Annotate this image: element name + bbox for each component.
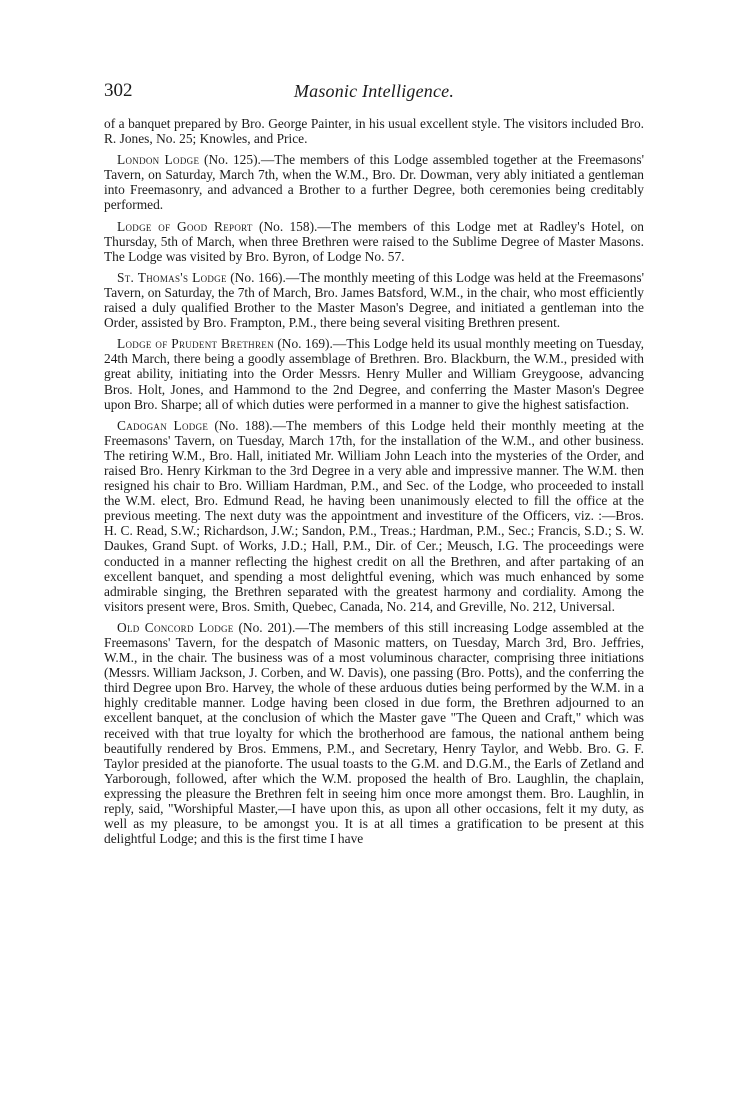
paragraph-cadogan-lodge: [104, 418, 644, 614]
paragraph-text: (No. 201).—The members of this still increasing Lodge assembled at the Freemasons' Tavern, for the despatch of Masonic matters, on Tuesday, March 3rd, Bro. Jeffries, W.M., in the chair. The business was of a most voluminous character, comprising three initiations (Messrs. William Jackson, J. Corben, and W. Davis), one passing (Bro. Potts), and the conferring the third Degree upon Bro. Harvey, the whole of these arduous duties being performed by the W.M. in a highly creditable manner. Lodge having been closed in due form, the Brethren adjourned to an excellent banquet, at the conclusion of which the Master gave "The Queen and Craft," which was received with that true loyalty for which the brotherhood are famous, the national anthem being beautifully rendered by Bros. Emmens, P.M., and Secretary, Henry Taylor, and Webb. Bro. G. F. Taylor presided at the pianoforte. The usual toasts to the G.M. and D.G.M., the Earls of Zetland and Yarborough, followed, after which the W.M. proposed the health of Bro. Laughlin, the chaplain, expressing the pleasure the Brethren felt in seeing him once more amongst them. Bro. Laughlin, in reply, said, "Worshipful Master,—I have upon this, as upon all other occasions, felt it my duty, as well as my pleasure, to be amongst you. It is at all times a gratification to be present at this delightful Lodge; and this is the first time I have: [104, 619, 644, 847]
paragraph-text: (No. 188).—The members of this Lodge held their monthly meeting at the Freemasons' Tavern, on Tuesday, March 17th, for the installation of the W.M., and other business. The retiring W.M., Bro. Hall, initiated Mr. William John Leach into the mysteries of the Order, and raised Bro. Henry Kirkman to the 3rd Degree in a very able and impressive manner. The W.M. then resigned his chair to Bro. William Hardman, P.M., and Sec. of the Lodge, who proceeded to install the W.M. elect, Bro. Edmund Read, he having been unanimously elected to fill the office at the previous meeting. The next duty was the appointment and investiture of the Officers, viz. :—Bros. H. C. Read, S.W.; Richardson, J.W.; Sandon, P.M., Treas.; Hardman, P.M., Sec.; Francis, S.D.; S. W. Daukes, Grand Supt. of Works, J.D.; Hall, P.M., Dir. of Cer.; Meusch, I.G. The proceedings were conducted in a manner reflecting the highest credit on all the Brethren, and after partaking of an excellent banquet, and spending a most delightful evening, which was much enhanced by some admirable singing, the Brethren separated with the greatest harmony and cordiality. Among the visitors present were, Bros. Smith, Quebec, Canada, No. 214, and Greville, No. 212, Universal.: [104, 417, 644, 614]
book-page: [104, 80, 644, 852]
paragraph-st-thomas-lodge: [104, 270, 644, 330]
paragraph-london-lodge: [104, 152, 644, 212]
lodge-name: Lodge of Prudent Brethren: [117, 336, 274, 352]
paragraph-old-concord-lodge: [104, 620, 644, 846]
running-head: [104, 80, 644, 110]
article-body: [104, 116, 644, 846]
paragraph-lodge-of-prudent-brethren: [104, 336, 644, 411]
lodge-name: London Lodge: [117, 152, 200, 168]
paragraph-text: (No. 125).—The members of this Lodge assembled together at the Freemasons' Tavern, on Saturday, March 7th, when the W.M., Bro. Dr. Dowman, very ably initiated a gentleman into Freemasonry, and advanced a Brother to a further Degree, both ceremonies being creditably performed.: [104, 152, 644, 213]
running-title: Masonic Intelligence.: [293, 81, 455, 101]
paragraph-continuation: [104, 116, 644, 146]
lodge-name: Old Concord Lodge: [117, 619, 234, 635]
lodge-name: St. Thomas's Lodge: [117, 269, 227, 285]
paragraph-text: (No. 169).—This Lodge held its usual monthly meeting on Tuesday, 24th March, there being a goodly assemblage of Brethren. Bro. Blackburn, the W.M., presided with great ability, initiating into the Order Messrs. Henry Muller and William Greygoose, advancing Bros. Holt, Jones, and Hammond to the 2nd Degree, and conferring the Master Mason's Degree upon Bro. Sharpe; all of which duties were performed in a manner to give the highest satisfaction.: [104, 336, 644, 412]
paragraph-text: (No. 166).—The monthly meeting of this Lodge was held at the Freemasons' Tavern, on Saturday, the 7th of March, Bro. James Batsford, W.M., in the chair, who most efficiently raised a duly qualified Brother to the Master Mason's Degree, and initiated a gentleman into the Order, assisted by Bro. Frampton, P.M., there being several visiting Brethren present.: [104, 269, 644, 331]
paragraph-text: of a banquet prepared by Bro. George Painter, in his usual excellent style. The visitors included Bro. R. Jones, No. 25; Knowles, and Price.: [104, 116, 644, 147]
lodge-name: Cadogan Lodge: [117, 417, 209, 433]
paragraph-lodge-of-good-report: [104, 219, 644, 264]
page-number: 302: [104, 80, 133, 101]
lodge-name: Lodge of Good Report: [117, 218, 253, 234]
paragraph-text: (No. 158).—The members of this Lodge met at Radley's Hotel, on Thursday, 5th of March, when three Brethren were raised to the Sublime Degree of Master Masons. The Lodge was visited by Bro. Byron, of Lodge No. 57.: [104, 218, 644, 264]
